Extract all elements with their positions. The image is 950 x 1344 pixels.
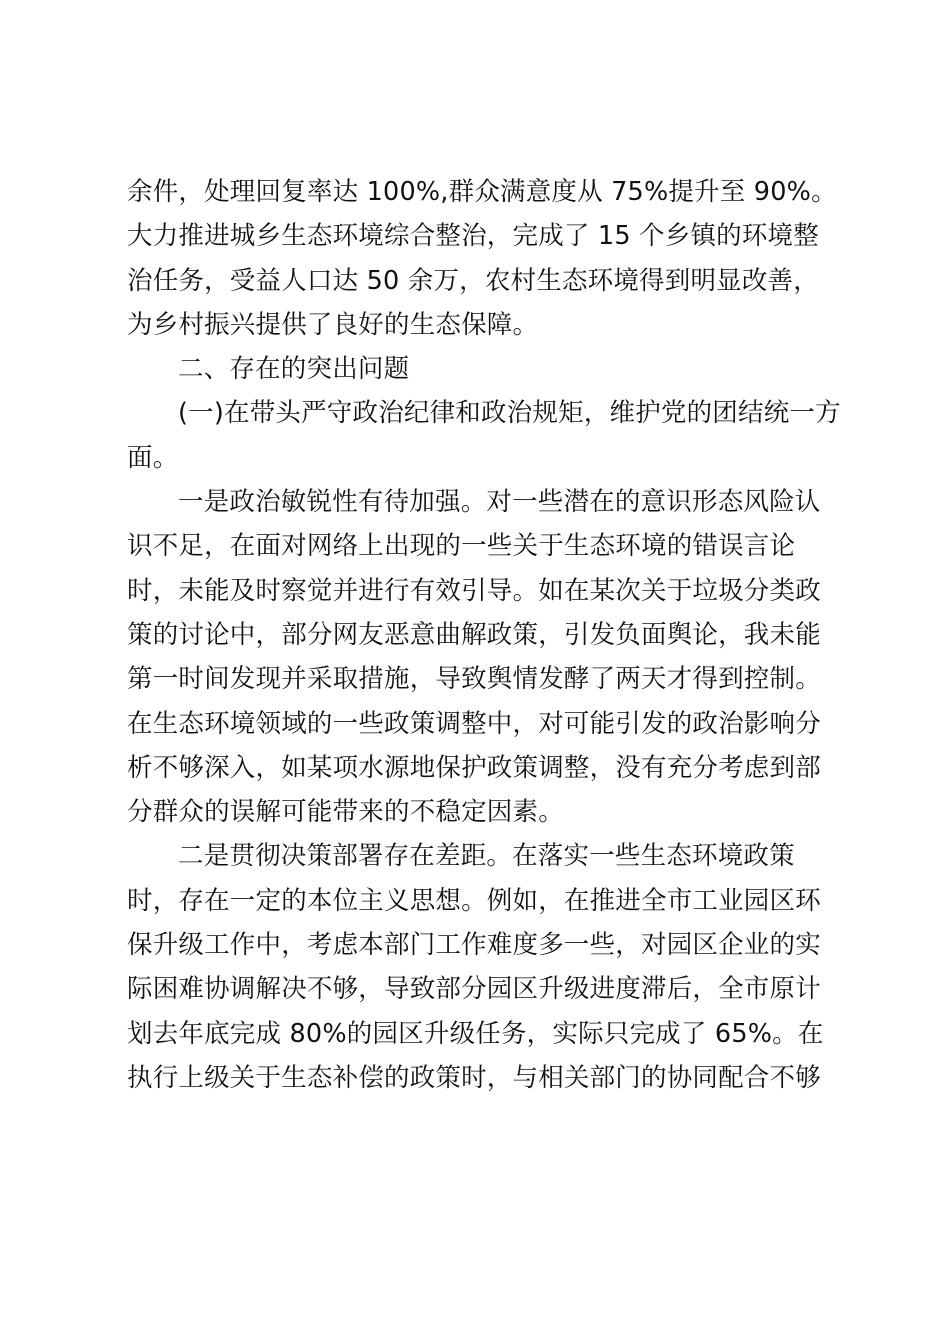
text-line: 二是贯彻决策部署存在差距。在落实一些生态环境政策 bbox=[178, 841, 795, 872]
text-line: 析不够深入，如某项水源地保护政策调整，没有充分考虑到部 bbox=[127, 752, 821, 783]
text-line: 际困难协调解决不够，导致部分园区升级进度滞后，全市原计 bbox=[127, 974, 821, 1005]
text-line: 时，存在一定的本位主义思想。例如，在推进全市工业园区环 bbox=[127, 885, 821, 916]
text-line: (一)在带头严守政治纪律和政治规矩，维护党的团结统一方 bbox=[178, 398, 841, 429]
section-heading-text: 二、存在的突出问题 bbox=[178, 354, 410, 385]
text-line: 面。 bbox=[127, 442, 179, 473]
text-line: 执行上级关于生态补偿的政策时，与相关部门的协同配合不够 bbox=[127, 1062, 821, 1093]
paragraph-achievements bbox=[127, 170, 837, 347]
subsection-heading bbox=[127, 391, 841, 480]
text-line: 为乡村振兴提供了良好的生态保障。 bbox=[127, 309, 539, 340]
text-line: 划去年底完成 80%的园区升级任务，实际只完成了 65%。在 bbox=[127, 1018, 824, 1049]
text-line: 治任务，受益人口达 50 余万，农村生态环境得到明显改善， bbox=[127, 265, 819, 296]
text-line: 在生态环境领域的一些政策调整中，对可能引发的政治影响分 bbox=[127, 708, 821, 739]
text-line: 第一时间发现并采取措施，导致舆情发酵了两天才得到控制。 bbox=[127, 664, 821, 695]
document-page bbox=[127, 170, 841, 1100]
text-line: 一是政治敏锐性有待加强。对一些潜在的意识形态风险认 bbox=[178, 487, 821, 518]
text-line: 保升级工作中，考虑本部门工作难度多一些，对园区企业的实 bbox=[127, 930, 821, 961]
text-line: 策的讨论中，部分网友恶意曲解政策，引发负面舆论，我未能 bbox=[127, 619, 821, 650]
text-line: 分群众的误解可能带来的不稳定因素。 bbox=[127, 797, 564, 828]
text-line: 大力推进城乡生态环境综合整治，完成了 15 个乡镇的环境整 bbox=[127, 221, 819, 252]
paragraph-political-sensitivity bbox=[127, 480, 827, 834]
text-line: 时，未能及时察觉并进行有效引导。如在某次关于垃圾分类政 bbox=[127, 575, 821, 606]
paragraph-policy-implementation bbox=[127, 834, 827, 1100]
text-line: 余件，处理回复率达 100%,群众满意度从 75%提升至 90%。 bbox=[127, 177, 837, 207]
section-heading bbox=[127, 347, 827, 391]
text-line: 识不足，在面对网络上出现的一些关于生态环境的错误言论 bbox=[127, 531, 796, 562]
